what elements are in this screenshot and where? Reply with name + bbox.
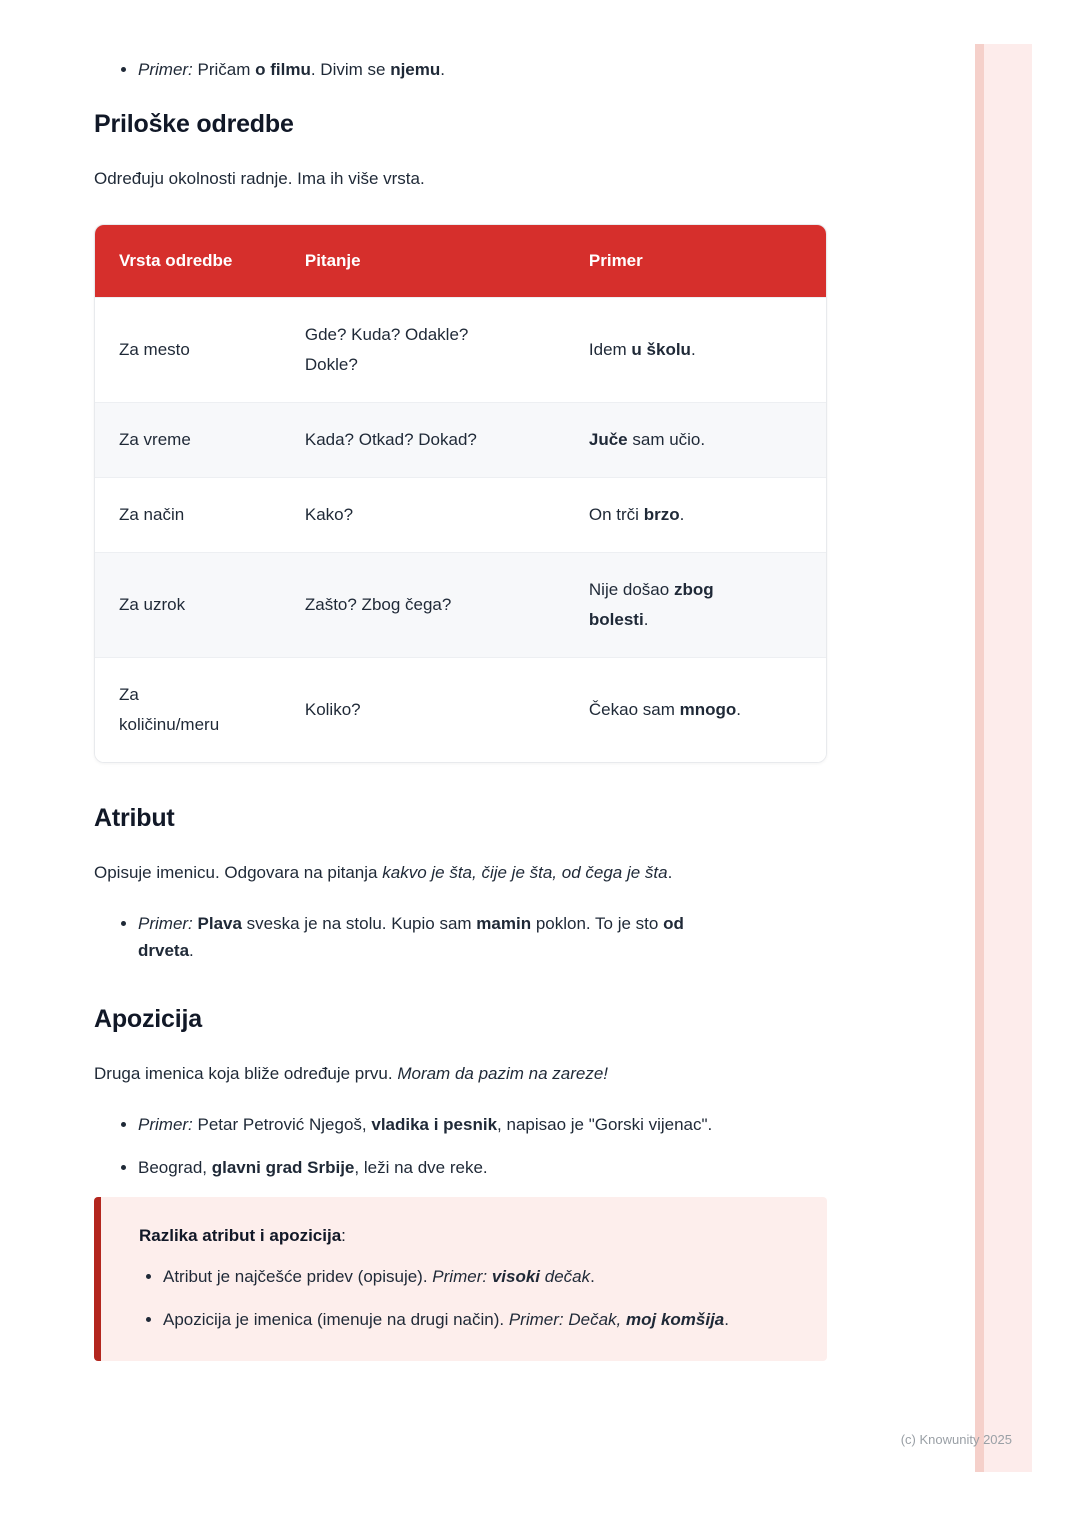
- table-header-pitanje: Pitanje: [281, 225, 565, 297]
- table-row: [95, 552, 826, 657]
- cell-pitanje: Zašto? Zbog čega?: [281, 552, 565, 657]
- section-intro-apozicija: Druga imenica koja bliže određuje prvu. Moram da pazim na zareze!: [94, 1064, 609, 1083]
- table-row: [95, 657, 826, 762]
- cell-primer: On trči brzo.: [565, 477, 826, 552]
- cell-pitanje: Koliko?: [281, 657, 565, 762]
- atribut-example-bullet: • Primer: Plava sveska je na stolu. Kupio sam mamin poklon. To je sto od drveta.: [138, 910, 827, 964]
- odredbe-table: [94, 224, 827, 763]
- callout-bullet: • Atribut je najčešće pridev (opisuje). Primer: visoki dečak.: [163, 1263, 797, 1290]
- cell-vrsta: Za količinu/meru: [95, 657, 281, 762]
- apozicija-example-bullet: • Beograd, glavni grad Srbije, leži na dve reke.: [138, 1154, 827, 1181]
- table-row: [95, 477, 826, 552]
- cell-primer: Čekao sam mnogo.: [565, 657, 826, 762]
- cell-primer: Nije došao zbog bolesti.: [565, 552, 826, 657]
- copyright-footer: (c) Knowunity 2025: [900, 1432, 1012, 1447]
- table-header-vrsta: Vrsta odredbe: [95, 225, 281, 297]
- callout-bullet-list: [133, 1263, 797, 1333]
- cell-vrsta: Za uzrok: [95, 552, 281, 657]
- apozicija-bullet-list: [94, 1111, 827, 1181]
- example-bullet: • Primer: Pričam o filmu. Divim se njemu.: [138, 56, 827, 83]
- page-edge-decoration: [975, 44, 1032, 1472]
- atribut-bullet-list: [94, 910, 827, 964]
- table-header-row: [95, 225, 826, 297]
- example-bullet-list: [94, 56, 827, 83]
- note-callout: [94, 1197, 827, 1361]
- table-header-primer: Primer: [565, 225, 826, 297]
- section-title-apozicija: Apozicija: [94, 1005, 202, 1033]
- cell-pitanje: Kada? Otkad? Dokad?: [281, 402, 565, 477]
- cell-vrsta: Za vreme: [95, 402, 281, 477]
- document-content: [94, 56, 827, 1361]
- apozicija-example-bullet: • Primer: Petar Petrović Njegoš, vladika i pesnik, napisao je "Gorski vijenac".: [138, 1111, 827, 1138]
- table-row: [95, 297, 826, 402]
- table-row: [95, 402, 826, 477]
- section-title-priloske-odredbe: Priloške odredbe: [94, 110, 294, 138]
- callout-bullet: • Apozicija je imenica (imenuje na drugi način). Primer: Dečak, moj komšija.: [163, 1306, 797, 1333]
- cell-primer: Juče sam učio.: [565, 402, 826, 477]
- callout-title: Razlika atribut i apozicija:: [139, 1226, 346, 1245]
- cell-pitanje: Gde? Kuda? Odakle? Dokle?: [281, 297, 565, 402]
- section-intro-priloske: Određuju okolnosti radnje. Ima ih više vrsta.: [94, 169, 425, 188]
- section-title-atribut: Atribut: [94, 804, 175, 832]
- cell-vrsta: Za mesto: [95, 297, 281, 402]
- cell-pitanje: Kako?: [281, 477, 565, 552]
- section-intro-atribut: Opisuje imenicu. Odgovara na pitanja kakvo je šta, čije je šta, od čega je šta.: [94, 863, 673, 882]
- cell-vrsta: Za način: [95, 477, 281, 552]
- cell-primer: Idem u školu.: [565, 297, 826, 402]
